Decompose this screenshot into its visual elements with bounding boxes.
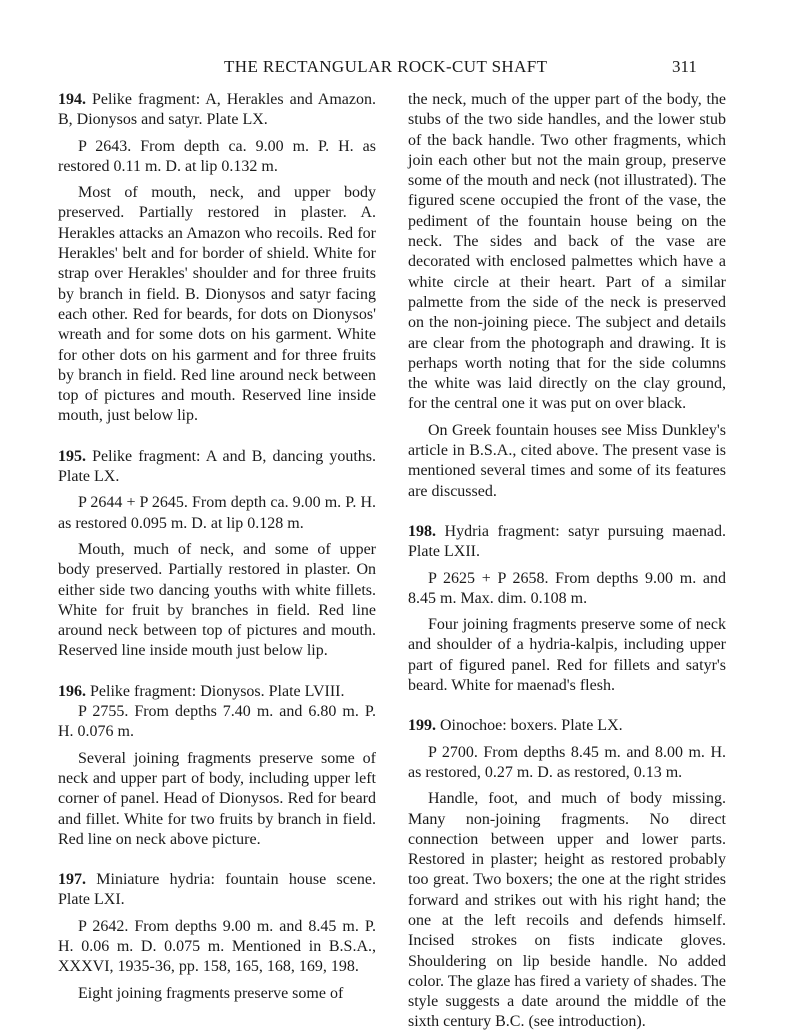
entry-number: 194. bbox=[58, 91, 86, 108]
entry-195-heading bbox=[58, 447, 376, 488]
entry-197-body-start: Eight joining fragments preserve some of bbox=[78, 984, 344, 1002]
entry-number: 198. bbox=[408, 522, 436, 540]
entry-197-continuation: the neck, much of the upper part of the body, the stubs of the two side handles, and the lower stub of the back handle. Two other fragments, which join each other but not the main group, preserve some of the mouth and neck (not illustrated). The figured scene occupied the front of the vase, the pediment of the fountain house being on the neck. The sides and back of the vase are decorated with enclosed palmettes which have a white circle at their heart. Part of a similar palmette from the side of the neck is preserved on the non-joining piece. The subject and details are clear from the photograph and drawing. It is perhaps worth noting that for the side columns the white was laid directly on the clay ground, for the central one it was put on over black. bbox=[408, 91, 726, 413]
entry-194-heading bbox=[58, 90, 376, 131]
entry-194-body: Most of mouth, neck, and upper body preserved. Partially restored in plaster. A. Herakles attacks an Amazon who recoils. Red for Herakles' belt and for border of shield. White for strap over Herakles' shoulder and for three fruits by branch in field. B. Dionysos and satyr facing each other. Red for beards, for dots on Dionysos' wreath and for some dots on his garment. White for other dots on his garment and for three fruits by branch in field. Red line around neck between top of pictures and mouth. Reserved line inside mouth, just below lip. bbox=[58, 184, 376, 425]
entry-title: Oinochoe: boxers. Plate LX. bbox=[440, 717, 623, 735]
entry-197-meta: P 2642. From depths 9.00 m. and 8.45 m. P. H. 0.06 m. D. 0.075 m. Mentioned in B.S.A., XXXVI, 1935-36, pp. 158, 165, 168, 169, 198. bbox=[58, 917, 376, 976]
entry-195-body: Mouth, much of neck, and some of upper body preserved. Partially restored in plaster. On either side two dancing youths with white fillets. White for fruit by branches in field. Red line around neck between top of pictures and mouth. Reserved line inside mouth just below lip. bbox=[58, 540, 376, 660]
entry-198-meta: P 2625 + P 2658. From depths 9.00 m. and 8.45 m. Max. dim. 0.108 m. bbox=[408, 569, 726, 607]
left-column bbox=[58, 90, 376, 1004]
entry-title: Pelike fragment: A and B, dancing youths. Plate LX. bbox=[58, 447, 377, 486]
entry-198-heading bbox=[408, 522, 726, 563]
entry-197-heading bbox=[58, 870, 376, 911]
entry-title: Hydria fragment: satyr pursuing maenad. Plate LXII. bbox=[408, 522, 727, 561]
running-head bbox=[0, 57, 787, 81]
entry-number: 199. bbox=[408, 717, 436, 735]
entry-196-body: Several joining fragments preserve some of neck and upper part of body, including upper left corner of panel. Head of Dionysos. Red for beard and fillet. White for two fruits by branch in field. Red line on neck above picture. bbox=[58, 749, 376, 848]
entry-195-meta: P 2644 + P 2645. From depth ca. 9.00 m. P. H. as restored 0.095 m. D. at lip 0.128 m. bbox=[58, 494, 376, 532]
entry-title: Pelike fragment: Dionysos. Plate LVIII. bbox=[90, 682, 345, 700]
page-number: 311 bbox=[672, 57, 697, 76]
entry-196-heading bbox=[58, 682, 376, 702]
entry-number: 196. bbox=[58, 682, 86, 700]
entry-197-note: On Greek fountain houses see Miss Dunkley's article in B.S.A., cited above. The present vase is mentioned several times and some of its features are discussed. bbox=[408, 421, 726, 500]
right-column bbox=[408, 90, 726, 1033]
entry-199-heading bbox=[408, 716, 726, 736]
entry-title: Miniature hydria: fountain house scene. Plate LXI. bbox=[58, 871, 376, 909]
entry-198-body: Four joining fragments preserve some of neck and shoulder of a hydria-kalpis, including upper part of figured panel. Red for fillets and satyr's beard. White for maenad's flesh. bbox=[408, 616, 726, 695]
running-title: THE RECTANGULAR ROCK-CUT SHAFT bbox=[224, 57, 548, 76]
entry-194-meta: P 2643. From depth ca. 9.00 m. P. H. as restored 0.11 m. D. at lip 0.132 m. bbox=[58, 137, 376, 175]
entry-196-meta: P 2755. From depths 7.40 m. and 6.80 m. P. H. 0.076 m. bbox=[58, 703, 376, 741]
entry-199-meta: P 2700. From depths 8.45 m. and 8.00 m. H. as restored, 0.27 m. D. as restored, 0.13 m. bbox=[408, 743, 726, 781]
entry-199-body: Handle, foot, and much of body missing. Many non-joining fragments. No direct connection between upper and lower parts. Restored in plaster; height as restored probably too great. Two boxers; the one at the right strides forward and strikes out with his right hand; the one at the left recoils and defends himself. Incised strokes on fists indicate gloves. Shouldering on lip beside handle. No added color. The glaze has fired a variety of shades. The style suggests a date around the middle of the sixth century B.C. (see introduction). bbox=[408, 790, 726, 1031]
entry-number: 197. bbox=[58, 871, 86, 889]
entry-title: Pelike fragment: A, Herakles and Amazon. B, Dionysos and satyr. Plate LX. bbox=[58, 91, 377, 129]
entry-number: 195. bbox=[58, 447, 86, 465]
